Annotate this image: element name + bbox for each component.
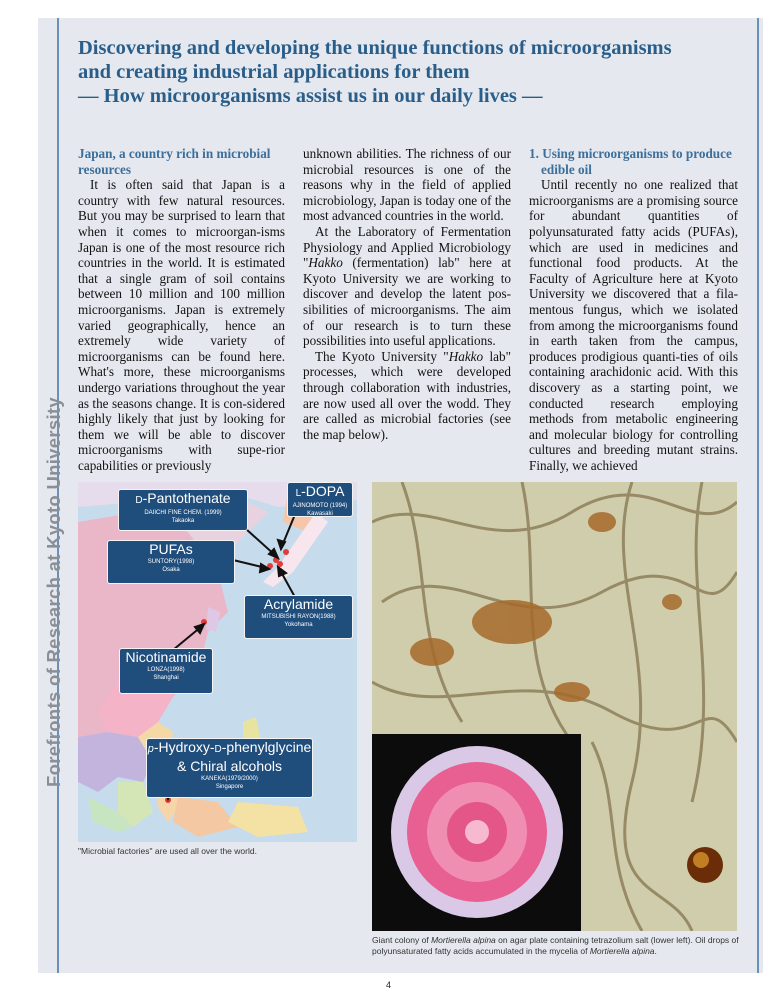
body-paragraph: The Kyoto University "Hakko lab" processes, which were developed through collaboration with industries, are now used all over the wodd. They are called as microbial factories (see the map below).	[303, 348, 512, 442]
section-heading-edible-oil: 1. Using microorganisms to produce edible oil	[529, 146, 732, 177]
series-vertical-label: Forefronts of Research at Kyoto University	[43, 397, 64, 787]
callout-acrylamide: Acrylamide MITSUBISHI RAYON(1988) Yokohama	[244, 595, 353, 639]
title-subtitle: — How microorganisms assist us in our daily lives —	[78, 85, 543, 107]
mortierella-photo	[372, 482, 737, 931]
frame-line-right	[757, 18, 759, 973]
body-paragraph: At the Laboratory of Fermentation Physiology and Applied Microbiology "Hakko (fermentation) lab" here at Kyoto University we are working to discover and develop the latent pos-sibilities of microorganisms. The aim of our research is to turn these possibilities into useful applications.	[303, 223, 511, 349]
body-paragraph: unknown abilities. The richness of our microbial resources is one of the reasons why in the field of applied microbiology, Japan is today one of the most advanced countries in the world.	[303, 146, 511, 224]
title-line-1: Discovering and developing the unique functions of microorganisms	[78, 37, 672, 59]
text-column-1	[78, 146, 285, 473]
callout-pufas: PUFAs SUNTORY(1998) Osaka	[107, 540, 235, 584]
callout-nicotinamide: Nicotinamide LONZA(1998) Shanghai	[119, 648, 213, 694]
body-paragraph: It is often said that Japan is a country with few natural resources. But you may be surprised to learn that when it comes to microorgan-isms Japan is one of the most resource rich countries in the world. It is estimated that a single gram of soil contains between 10 million and 100 million microorganisms. Japan is extremely varied geographically, hence an extremely wide variety of microorganisms can be found here. What's more, these microorganisms undergo variations throughout the year as the seasons change. It is con-sidered highly likely that just by looking for them we will be able to discover microorganisms with supe-rior capabilities or previously	[78, 177, 285, 473]
map-caption: "Microbial factories" are used all over the world.	[78, 846, 257, 856]
page-number: 4	[385, 980, 391, 990]
body-paragraph: Until recently no one realized that microorganisms are a promising source for abundant quantities of polyunsaturated fatty acids (PUFAs), which are used in medicines and functional food products. At the Faculty of Agriculture here at Kyoto University we discovered that a fila-mentous fungus, which we isolated from among the microorganisms found in earth taken from the campus, produces prodigious quanti-ties of oils containing arachidonic acid. With this discovery as a starting point, we conducted research employing methods from metabolic engineering and molecular biology for controlling cultures and breeding mutant strains. Finally, we achieved	[529, 177, 738, 473]
callout-d-pantothenate: D-Pantothenate DAIICHI FINE CHEM. (1999) Takaoka	[118, 489, 248, 531]
microbial-factories-map	[78, 482, 357, 842]
article-title	[78, 36, 758, 108]
callout-hydroxy-phenylglycine: p-Hydroxy-D-phenylglycine & Chiral alcohols KANEKA(1979/2000) Singapore	[146, 738, 313, 798]
text-column-3	[529, 146, 738, 473]
colony-plate-image	[372, 734, 581, 931]
photo-caption: Giant colony of Mortierella alpina on agar plate containing tetrazolium salt (lower left). Oil drops of polyunsaturated fatty acids accumulated in the mycelia of Mortierella alpina.	[372, 935, 739, 956]
agar-plate-inset	[372, 734, 581, 931]
title-line-2: and creating industrial applications for them	[78, 61, 470, 83]
callout-l-dopa: L-DOPA AJINOMOTO (1994) Kawasaki	[287, 482, 353, 517]
text-column-2	[303, 146, 511, 442]
section-heading-microbial-resources: Japan, a country rich in microbial resources	[78, 146, 271, 177]
